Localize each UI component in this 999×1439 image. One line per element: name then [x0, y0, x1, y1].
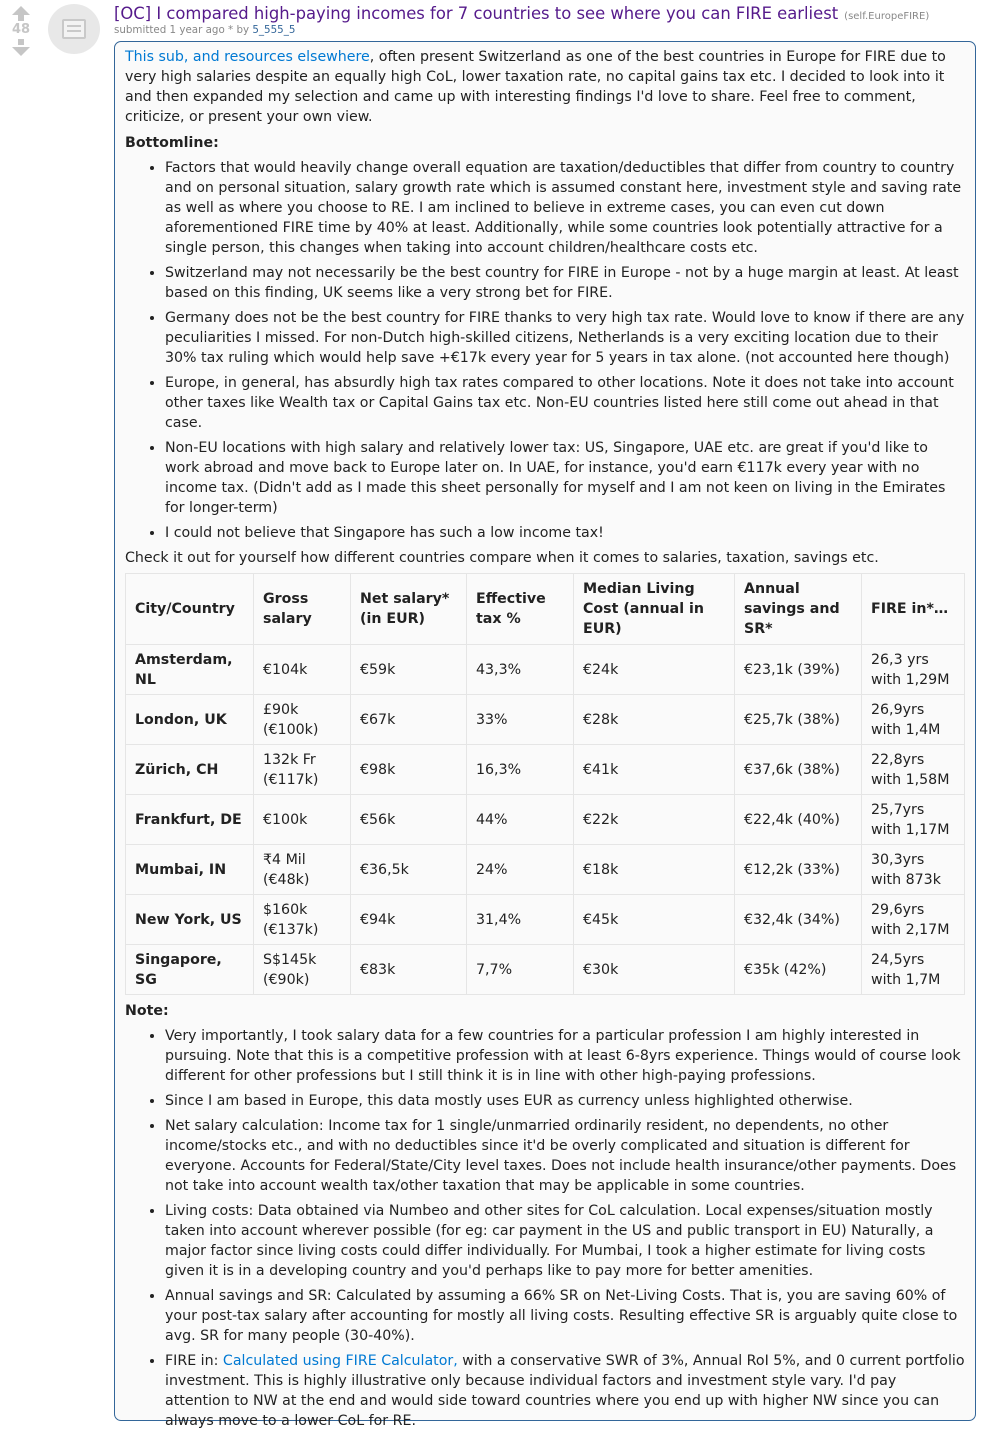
- post-domain[interactable]: (self.EuropeFIRE): [844, 11, 930, 22]
- table-cell: €45k: [574, 895, 735, 945]
- fire-prefix: FIRE in:: [165, 1353, 223, 1369]
- table-cell: €100k: [254, 795, 351, 845]
- table-cell: €22,4k (40%): [735, 795, 862, 845]
- table-cell: Mumbai, IN: [126, 845, 254, 895]
- list-item: • Factors that would heavily change overall equation are taxation/deductibles that differ from country to country and on personal situation, salary growth rate which is assumed constant here, investment style and saving rate as well as where you choose to RE. I am inclined to believe in extreme cases, you can even cut down aforementioned FIRE time by 40% at least. Additionally, while some countries look potentially attractive for a single person, this changes when taking into account children/healthcare costs etc.: [165, 158, 965, 258]
- post-header: [114, 4, 989, 36]
- table-cell: Singapore, SG: [126, 945, 254, 995]
- list-item: • Germany does not be the best country for FIRE thanks to very high tax rate. Would love to know if there are any peculiarities I missed. For non-Dutch high-skilled citizens, Netherlands is a very exciting location due to their 30% tax ruling which would help save +€17k every year for 5 years in tax alone. (not accounted here though): [165, 308, 965, 368]
- table-cell: €22k: [574, 795, 735, 845]
- table-cell: €59k: [351, 645, 467, 695]
- table-cell: €56k: [351, 795, 467, 845]
- column-header: Net salary* (in EUR): [351, 574, 467, 645]
- score: 48: [11, 22, 31, 37]
- table-cell: 33%: [467, 695, 574, 745]
- table-cell: €25,7k (38%): [735, 695, 862, 745]
- table-cell: €18k: [574, 845, 735, 895]
- table-cell: 44%: [467, 795, 574, 845]
- column-header: Gross salary: [254, 574, 351, 645]
- column-header: Effective tax %: [467, 574, 574, 645]
- table-cell: Frankfurt, DE: [126, 795, 254, 845]
- table-cell: 30,3yrs with 873k: [862, 845, 965, 895]
- table-cell: 16,3%: [467, 745, 574, 795]
- table-cell: 24%: [467, 845, 574, 895]
- list-item: • Very importantly, I took salary data for a few countries for a particular profession I am highly interested in pursuing. Note that this is a competitive profession with at least 6-8yrs experience. Things would of course look different for other professions but I still think it is in line with other high-paying professions.: [165, 1026, 965, 1086]
- column-header: Annual savings and SR*: [735, 574, 862, 645]
- table-cell: €28k: [574, 695, 735, 745]
- list-item: • Europe, in general, has absurdly high tax rates compared to other locations. Note it does not take into account other taxes like Wealth tax or Capital Gains tax etc. Non-EU countries listed here still come out ahead in that case.: [165, 373, 965, 433]
- fire-calculator-link[interactable]: Calculated using FIRE Calculator,: [222, 1353, 458, 1369]
- list-item: [165, 1351, 965, 1431]
- downvote-arrow-icon[interactable]: [12, 47, 30, 56]
- column-header: FIRE in*…: [862, 574, 965, 645]
- table-cell: €104k: [254, 645, 351, 695]
- fire-text: with a conservative SWR of 3%, Annual RoI 5%, and 0 current portfolio investment. This is highly illustrative only because individual factors and investment style vary. I'd pay attention to NW at the end and would side toward countries where you end up with higher NW since you can always move to a lower CoL for RE.: [165, 1353, 965, 1429]
- note-heading: Note:: [125, 1003, 169, 1019]
- table-cell: 31,4%: [467, 895, 574, 945]
- table-cell: €37,6k (38%): [735, 745, 862, 795]
- table-row: [126, 695, 965, 745]
- table-row: [126, 795, 965, 845]
- vote-column: [0, 4, 42, 46]
- table-header-row: [126, 574, 965, 645]
- table-cell: 132k Fr (€117k): [254, 745, 351, 795]
- table-cell: €41k: [574, 745, 735, 795]
- submitted-text: submitted 1 year ago * by: [114, 24, 253, 36]
- tagline: [114, 24, 989, 36]
- list-item: • I could not believe that Singapore has such a low income tax!: [165, 523, 965, 543]
- table-cell: €94k: [351, 895, 467, 945]
- table-row: [126, 895, 965, 945]
- list-item: • Since I am based in Europe, this data mostly uses EUR as currency unless highlighted otherwise.: [165, 1091, 965, 1111]
- list-item: • Non-EU locations with high salary and relatively lower tax: US, Singapore, UAE etc. are great if you'd like to work abroad and move back to Europe later on. In UAE, for instance, you'd earn €117k every year with no income tax. (Didn't add as I made this sheet personally for myself and I am not keen on living in the Emirates for longer-term): [165, 438, 965, 518]
- table-cell: London, UK: [126, 695, 254, 745]
- table-row: [126, 645, 965, 695]
- table-row: [126, 845, 965, 895]
- table-cell: 7,7%: [467, 945, 574, 995]
- table-cell: €12,2k (33%): [735, 845, 862, 895]
- table-cell: €23,1k (39%): [735, 645, 862, 695]
- table-cell: €30k: [574, 945, 735, 995]
- bottomline-heading: Bottomline:: [125, 135, 219, 151]
- intro-text: , often present Switzerland as one of the best countries in Europe for FIRE due to very high salaries despite an equally high CoL, lower taxation rate, no capital gains tax etc. I decided to look into it and then expanded my selection and came up with interesting findings I'd love to share. Feel free to comment, criticize, or present your own view.: [125, 49, 946, 125]
- table-cell: ₹4 Mil (€48k): [254, 845, 351, 895]
- table-cell: $160k (€137k): [254, 895, 351, 945]
- list-item: • Net salary calculation: Income tax for 1 single/unmarried ordinarily resident, no dependents, no other income/stocks etc., and with no deductibles since it'd be overly complicated and situation is different for everyone. Accounts for Federal/State/City level taxes. Does not include health insurance/other payments. Does not take into account wealth tax/other taxation that may be applicable in some countries.: [165, 1116, 965, 1196]
- table-cell: £90k (€100k): [254, 695, 351, 745]
- list-item: • Annual savings and SR: Calculated by assuming a 66% SR on Net-Living Costs. That is, you are saving 60% of your post-tax salary after accounting for mostly all living costs. Resulting effective SR is arguably quite close to avg. SR for many people (30-40%).: [165, 1286, 965, 1346]
- table-cell: 29,6yrs with 2,17M: [862, 895, 965, 945]
- table-cell: €83k: [351, 945, 467, 995]
- table-cell: €32,4k (34%): [735, 895, 862, 945]
- table-cell: Amsterdam, NL: [126, 645, 254, 695]
- table-cell: 22,8yrs with 1,58M: [862, 745, 965, 795]
- note-list: [125, 1026, 965, 1431]
- table-cell: €67k: [351, 695, 467, 745]
- author-link[interactable]: 5_555_5: [252, 24, 296, 36]
- table-cell: €36,5k: [351, 845, 467, 895]
- upvote-arrow-icon[interactable]: [12, 6, 30, 15]
- table-cell: €24k: [574, 645, 735, 695]
- table-cell: 43,3%: [467, 645, 574, 695]
- text-post-icon: [62, 19, 86, 39]
- table-row: [126, 945, 965, 995]
- post-body: [114, 41, 976, 1429]
- table-cell: €35k (42%): [735, 945, 862, 995]
- table-cell: €98k: [351, 745, 467, 795]
- table-cell: 24,5yrs with 1,7M: [862, 945, 965, 995]
- list-item: • Living costs: Data obtained via Numbeo and other sites for CoL calculation. Local expenses/situation mostly taken into account wherever possible (for eg: car payment in the US and public transport in EU) Naturally, a major factor since living costs could differ individually. For Mumbai, I took a higher estimate for living costs given it is in a developing country and you'd perhaps like to pay more for better amenities.: [165, 1201, 965, 1281]
- table-cell: Zürich, CH: [126, 745, 254, 795]
- table-cell: 25,7yrs with 1,17M: [862, 795, 965, 845]
- comparison-table: [125, 573, 965, 995]
- table-cell: S$145k (€90k): [254, 945, 351, 995]
- post-title[interactable]: [OC] I compared high-paying incomes for 7 countries to see where you can FIRE earliest: [114, 4, 839, 23]
- check-text: Check it out for yourself how different countries compare when it comes to salaries, taxation, savings etc.: [125, 550, 879, 566]
- table-cell: New York, US: [126, 895, 254, 945]
- self-post-thumbnail[interactable]: [48, 4, 100, 54]
- column-header: City/Country: [126, 574, 254, 645]
- intro-paragraph: [125, 47, 965, 127]
- table-cell: 26,3 yrs with 1,29M: [862, 645, 965, 695]
- bottomline-list: [125, 158, 965, 543]
- list-item: • Switzerland may not necessarily be the best country for FIRE in Europe - not by a huge margin at least. At least based on this finding, UK seems like a very strong bet for FIRE.: [165, 263, 965, 303]
- table-row: [126, 745, 965, 795]
- table-cell: 26,9yrs with 1,4M: [862, 695, 965, 745]
- resources-link[interactable]: This sub, and resources elsewhere: [125, 49, 370, 65]
- column-header: Median Living Cost (annual in EUR): [574, 574, 735, 645]
